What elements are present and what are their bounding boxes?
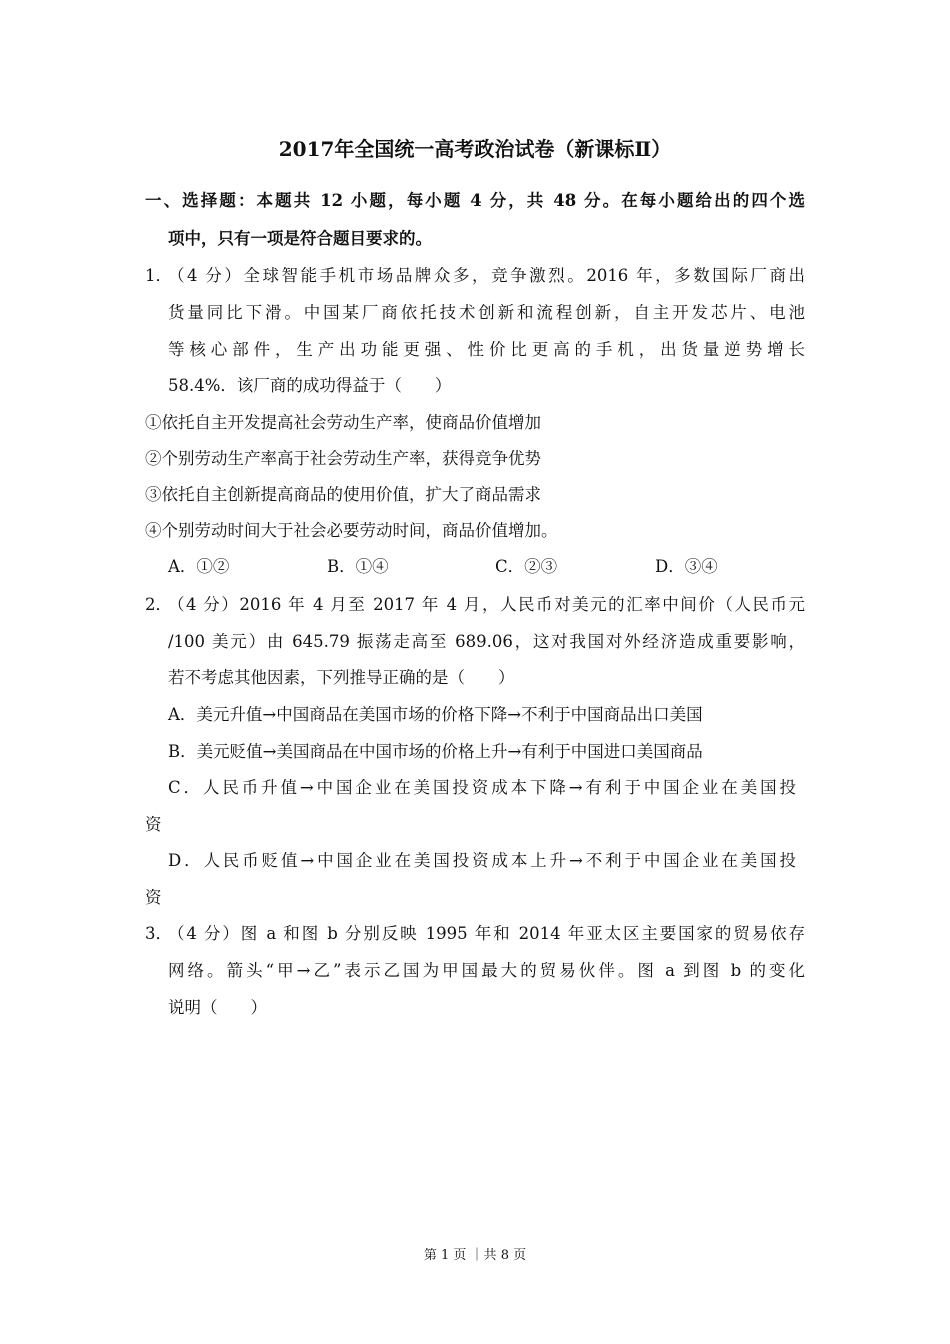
question-1-option-b: B．①④ (327, 557, 389, 576)
question-1-option-c: C．②③ (495, 557, 558, 576)
question-2-line-3: 若不考虑其他因素，下列推导正确的是（ ） (168, 668, 515, 687)
section-heading-line-1: 一、选择题：本题共 12 小题，每小题 4 分，共 48 分。在每小题给出的四个选 (145, 191, 805, 210)
question-1-item-3: ③依托自主创新提高商品的使用价值，扩大了商品需求 (145, 485, 541, 504)
page-footer: 第 1 页 ｜共 8 页 (423, 1248, 527, 1263)
question-2-option-c: C．人民币升值→中国企业在美国投资成本下降→有利于中国企业在美国投 (168, 778, 796, 797)
question-3-line-3: 说明（ ） (168, 998, 267, 1017)
question-2-line-2: /100 美元）由 645.79 振荡走高至 689.06，这对我国对外经济造成重要影响， (168, 632, 805, 651)
question-3-line-1: （4 分）图 a 和图 b 分别反映 1995 年和 2014 年亚太区主要国家的贸易依存 (168, 924, 805, 943)
question-2-option-d: D．人民币贬值→中国企业在美国投资成本上升→不利于中国企业在美国投 (168, 851, 796, 870)
question-1-line-2: 货量同比下滑。中国某厂商依托技术创新和流程创新，自主开发芯片、电池 (168, 303, 805, 322)
question-3-number: 3． (145, 924, 172, 943)
question-1-item-1: ①依托自主开发提高社会劳动生产率，使商品价值增加 (145, 413, 541, 432)
question-1-line-1: （4 分）全球智能手机市场品牌众多，竞争激烈。2016 年，多数国际厂商出 (168, 266, 805, 285)
question-1-item-4: ④个别劳动时间大于社会必要劳动时间，商品价值增加。 (145, 521, 558, 540)
question-2-number: 2． (145, 595, 172, 614)
section-heading-line-2: 项中，只有一项是符合题目要求的。 (168, 229, 432, 248)
page-title: 2017年全国统一高考政治试卷（新课标Ⅱ） (278, 137, 672, 161)
question-3-line-2: 网络。箭头“甲→乙”表示乙国为甲国最大的贸易伙伴。图 a 到图 b 的变化 (168, 961, 805, 980)
question-2-option-b: B．美元贬值→美国商品在中国市场的价格上升→有利于中国进口美国商品 (168, 742, 703, 761)
question-1-item-2: ②个别劳动生产率高于社会劳动生产率，获得竞争优势 (145, 449, 541, 468)
question-1-number: 1． (145, 266, 172, 285)
question-2-line-1: （4 分）2016 年 4 月至 2017 年 4 月，人民币对美元的汇率中间价（人民币元 (168, 595, 805, 614)
question-2-option-a: A．美元升值→中国商品在美国市场的价格下降→不利于中国商品出口美国 (168, 705, 703, 724)
question-1-option-a: A．①② (168, 557, 230, 576)
question-1-line-3: 等核心部件，生产出功能更强、性价比更高的手机，出货量逆势增长 (168, 340, 805, 359)
question-1-line-4: 58.4%．该厂商的成功得益于（ ） (168, 376, 452, 395)
question-2-option-c-cont: 资 (145, 815, 162, 834)
question-1-option-d: D．③④ (655, 557, 718, 576)
question-2-option-d-cont: 资 (145, 888, 162, 907)
